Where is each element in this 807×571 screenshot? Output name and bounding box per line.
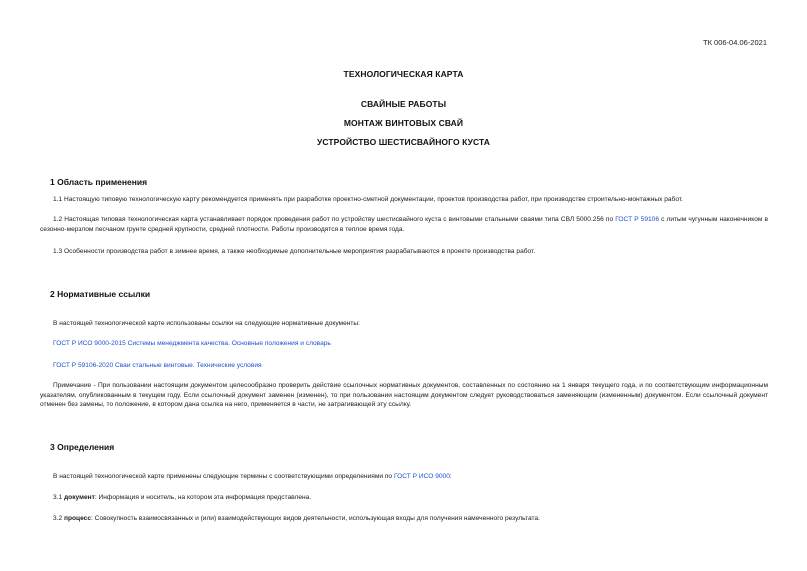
reference-gost-59106-link[interactable]: ГОСТ Р 59106-2020 Сваи стальные винтовые. Технические условия bbox=[53, 362, 262, 369]
definition-document-text: : Информация и носитель, на котором эта информация представлена. bbox=[94, 494, 312, 501]
definition-process-term: процесс bbox=[64, 515, 92, 522]
paragraph-1-2-text-start: 1.2 Настоящая типовая технологическая карта устанавливает порядок проведения работ по устройству шестисвайного куста с винтовыми стальными сваями типа СВЛ 5000.256 по bbox=[53, 216, 616, 223]
paragraph-1-2 bbox=[40, 215, 768, 234]
definition-process bbox=[40, 514, 768, 524]
definition-process-number: 3.2 bbox=[53, 515, 64, 522]
subtitle-screw-piles: МОНТАЖ ВИНТОВЫХ СВАЙ bbox=[343, 118, 464, 128]
section-heading-scope: 1 Область применения bbox=[50, 177, 148, 187]
definition-document-number: 3.1 bbox=[53, 494, 64, 501]
subtitle-six-pile-cluster: УСТРОЙСТВО ШЕСТИСВАЙНОГО КУСТА bbox=[316, 137, 491, 147]
section-heading-definitions: 3 Определения bbox=[50, 442, 115, 452]
definition-document-term: документ bbox=[64, 494, 95, 501]
references-note: Примечание - При пользовании настоящим документом целесообразно проверить действие ссылочных нормативных документов, составленных по состоянию на 1 января текущего года, и по соответствующим информационным указателям, опубликованным в текущем году. Если ссылочный документ заменен (изменен), то при пользовании настоящим документом следует руководствоваться заменяющим (измененным) документом. Если ссылочный документ отменен без замены, то положение, в котором дана ссылка на него, применяется в части, не затрагивающей эту ссылку. bbox=[40, 382, 768, 409]
paragraph-1-1: 1.1 Настоящую типовую технологическую карту рекомендуется применять при разработке проектно-сметной документации, проектов производства работ, при производстве строительно-монтажных работ. bbox=[53, 196, 683, 203]
definitions-intro-text: В настоящей технологической карте применены следующие термины с соответствующими определениями по bbox=[53, 473, 394, 480]
section-heading-references: 2 Нормативные ссылки bbox=[50, 289, 151, 299]
reference-iso-9000-link[interactable]: ГОСТ Р ИСО 9000-2015 Системы менеджмента качества. Основные положения и словарь bbox=[53, 340, 331, 347]
definition-document bbox=[40, 493, 768, 503]
definitions-intro-end: : bbox=[449, 473, 452, 480]
document-code: ТК 006-04.06-2021 bbox=[703, 38, 767, 47]
references-intro: В настоящей технологической карте использованы ссылки на следующие нормативные документы: bbox=[53, 320, 360, 327]
paragraph-1-3: 1.3 Особенности производства работ в зимнее время, а также необходимые дополнительные мероприятия разрабатываются в проекте производства работ. bbox=[53, 248, 536, 255]
definitions-intro bbox=[40, 472, 768, 482]
definition-process-text: : Совокупность взаимосвязанных и (или) взаимодействующих видов деятельности, использующая входы для получения намеченного результата. bbox=[91, 515, 540, 522]
iso-9000-link[interactable]: ГОСТ Р ИСО 9000 bbox=[393, 473, 450, 480]
paragraph-1-2-text-end: с литым чугунным наконечником в сезонно-мерзлом песчаном грунте средней крупности, средней плотности. Работы производятся в теплое время года. bbox=[40, 216, 769, 233]
gost-59106-link[interactable]: ГОСТ Р 59106 bbox=[615, 216, 660, 223]
subtitle-pile-works: СВАЙНЫЕ РАБОТЫ bbox=[360, 99, 447, 109]
reference-gost-59106 bbox=[40, 361, 768, 371]
document-title: ТЕХНОЛОГИЧЕСКАЯ КАРТА bbox=[343, 69, 464, 79]
reference-iso-9000 bbox=[40, 339, 768, 349]
